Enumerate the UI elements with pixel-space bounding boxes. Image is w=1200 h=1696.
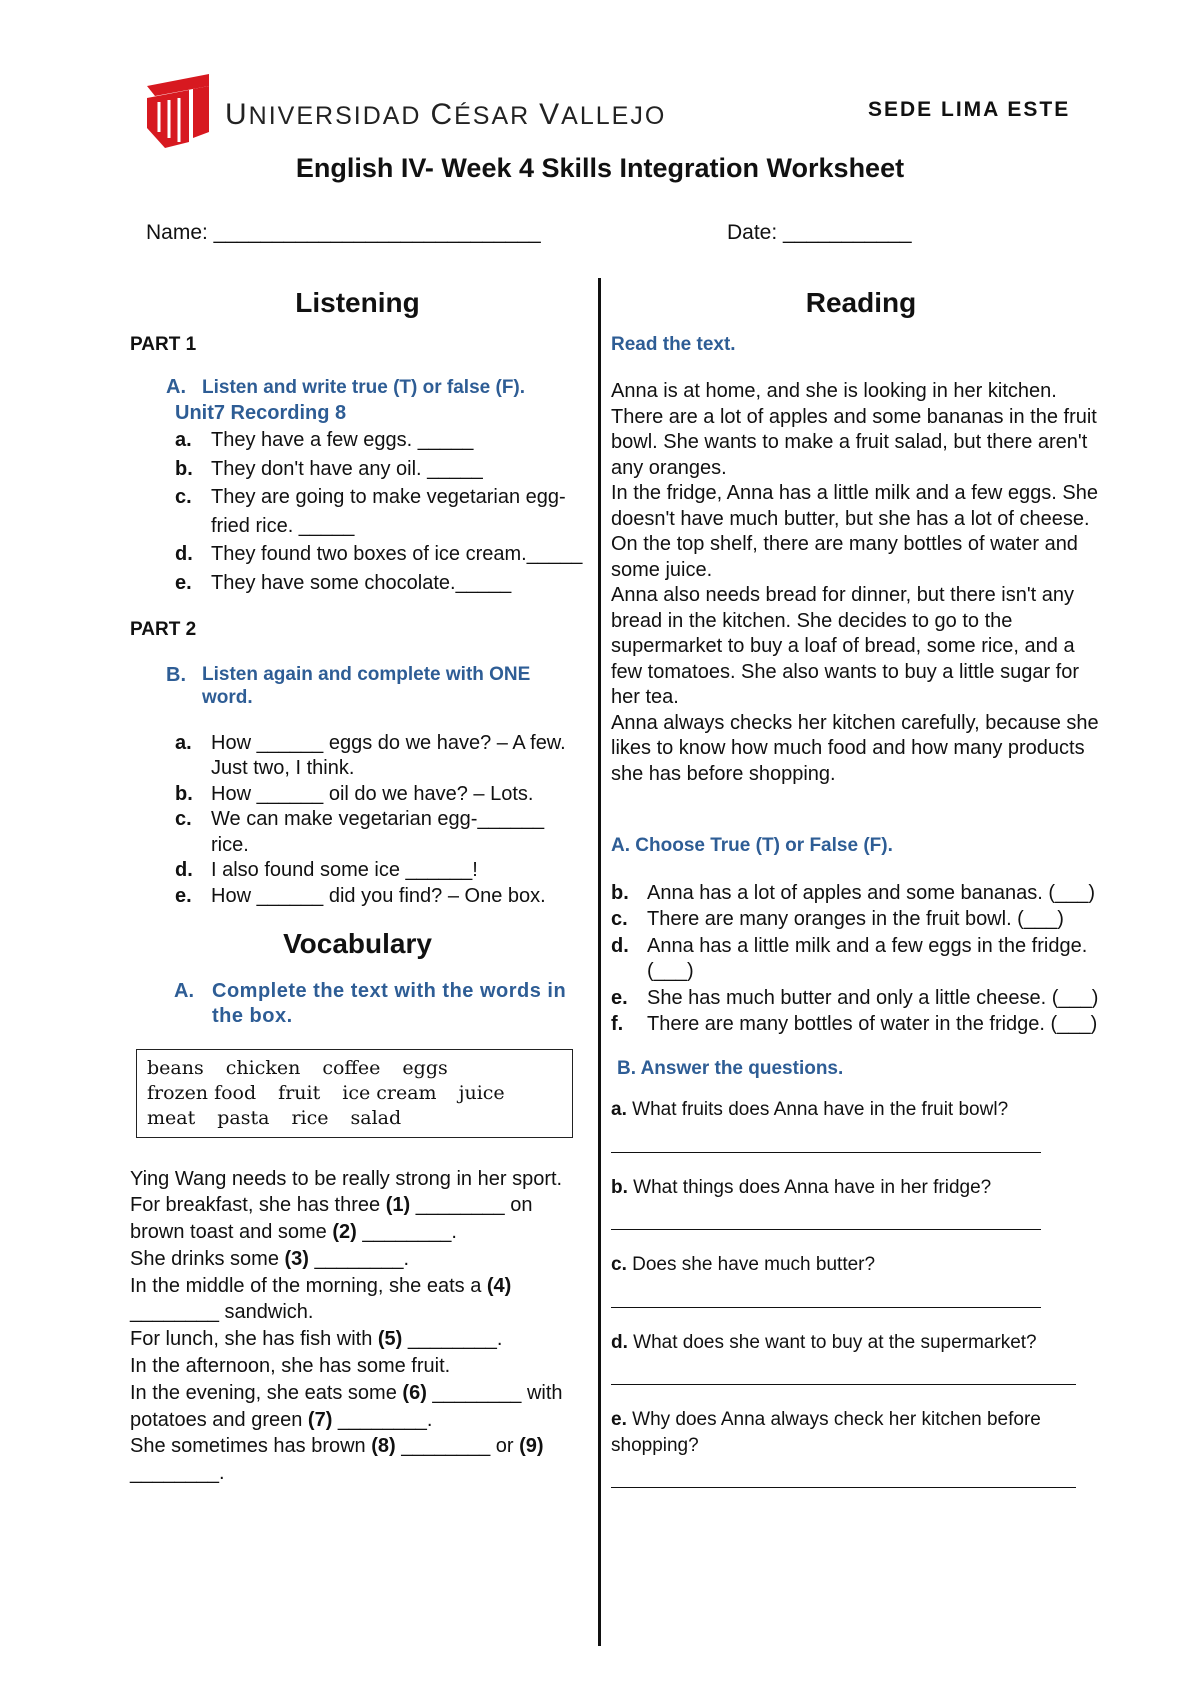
blank-number: (2) <box>332 1221 357 1244</box>
item-marker: c. <box>611 908 628 930</box>
blank-number: (4) <box>486 1274 512 1297</box>
reading-passage <box>611 379 1111 787</box>
list-item <box>611 986 1111 1012</box>
vocab-text-line <box>130 1246 585 1273</box>
question <box>611 1330 1111 1386</box>
answer-line <box>611 1127 1041 1153</box>
blank-number: (5) <box>377 1328 403 1351</box>
passage-paragraph: Anna is at home, and she is looking in her kitchen. There are a lot of apples and some bananas in the fruit bowl. She wants to make a fruit salad, but there aren't any oranges. <box>611 380 1097 479</box>
listening-items-b <box>130 731 585 910</box>
item-marker: c. <box>175 808 192 830</box>
question-text <box>611 1252 1111 1278</box>
list-item <box>175 807 585 858</box>
question-label: What things does Anna have in her fridge? <box>627 1176 992 1198</box>
item-text: She has much butter and only a little cheese. (___) <box>647 986 1099 1009</box>
word-box-item: chicken <box>225 1056 301 1079</box>
list-item <box>175 884 585 910</box>
worksheet-title: English IV- Week 4 Skills Integration Worksheet <box>295 153 905 183</box>
reading-questions <box>611 1097 1111 1488</box>
word-box-item: ice cream <box>342 1081 437 1104</box>
date-field: Date: ___________ <box>727 221 912 244</box>
question-label: Why does Anna always check her kitchen before shopping? <box>611 1409 1041 1456</box>
blank-number: (1) <box>385 1194 411 1217</box>
item-marker: d. <box>175 543 193 565</box>
item-marker: f. <box>611 1013 624 1035</box>
word-box-item: meat <box>147 1106 196 1129</box>
item-marker: a. <box>175 429 192 451</box>
vocab-text-part: ________. <box>402 1328 503 1351</box>
item-text: Anna has a little milk and a few eggs in the fridge. (___) <box>647 934 1088 982</box>
list-item <box>611 881 1111 907</box>
item-text: How ______ oil do we have? – Lots. <box>211 782 534 805</box>
vocab-text-part: For lunch, she has fish with <box>130 1328 378 1351</box>
list-item <box>175 483 585 540</box>
university-name: UNIVERSIDAD CÉSAR VALLEJO <box>225 98 667 131</box>
list-item <box>175 455 585 484</box>
left-column <box>130 287 585 1487</box>
name-field: Name: ____________________________ <box>146 221 541 244</box>
item-text: Anna has a lot of apples and some bananas. (___) <box>647 881 1096 904</box>
question-marker: b. <box>611 1176 628 1198</box>
vocabulary-text <box>130 1166 585 1488</box>
listening-items-a <box>130 426 585 597</box>
vocab-text-part: ________. <box>130 1462 225 1485</box>
vocab-text-line <box>130 1380 585 1407</box>
vocab-text-part: ________ or <box>395 1435 520 1458</box>
vocab-text-line <box>130 1460 585 1487</box>
question-text <box>611 1175 1111 1201</box>
list-item <box>175 858 585 884</box>
item-text: There are many bottles of water in the fridge. (___) <box>647 1013 1098 1035</box>
vocabulary-instruction: A. Complete the text with the words in the box. <box>174 979 567 1027</box>
item-text: How ______ eggs do we have? – A few. Just two, I think. <box>211 731 566 779</box>
item-text: They are going to make vegetarian egg-fried rice. _____ <box>211 486 566 537</box>
item-text: They found two boxes of ice cream._____ <box>211 543 583 565</box>
vocab-text-part: Ying Wang needs to be really strong in her sport. <box>130 1167 563 1190</box>
item-marker: e. <box>175 884 192 907</box>
word-box-item: eggs <box>402 1056 448 1079</box>
word-box-row <box>147 1056 562 1081</box>
question-text <box>611 1407 1111 1458</box>
vocab-text-part: She drinks some <box>130 1247 285 1270</box>
item-text: They have a few eggs. _____ <box>211 429 474 451</box>
vocab-text-part: ________ with <box>426 1381 563 1404</box>
vocab-text-line <box>130 1407 585 1434</box>
question-marker: e. <box>611 1409 627 1430</box>
vocab-text-part: brown toast and some <box>130 1221 333 1244</box>
vocab-text-part: She sometimes has brown <box>130 1435 372 1458</box>
item-text: They have some chocolate._____ <box>211 571 512 594</box>
vocab-text-line <box>130 1166 585 1193</box>
word-box-item: frozen food <box>147 1081 257 1104</box>
question <box>611 1097 1111 1153</box>
item-text: How ______ did you find? – One box. <box>211 884 546 907</box>
word-box-row <box>147 1106 562 1131</box>
item-marker: d. <box>175 859 193 881</box>
list-item <box>611 1012 1111 1038</box>
listening-instruction-a: A. Listen and write true (T) or false (F). <box>166 376 526 398</box>
vocab-text-line <box>130 1219 585 1246</box>
vocab-text-line <box>130 1433 585 1460</box>
vocab-text-part: In the afternoon, she has some fruit. <box>130 1355 451 1378</box>
question-label: What fruits does Anna have in the fruit bowl? <box>626 1099 1009 1120</box>
word-box-item: pasta <box>217 1106 270 1129</box>
campus-label: SEDE LIMA ESTE <box>868 98 1071 121</box>
list-item <box>175 540 585 569</box>
blank-number: (9) <box>519 1435 544 1458</box>
vocabulary-title: Vocabulary <box>283 928 432 959</box>
word-box-item: fruit <box>278 1081 321 1104</box>
answer-line <box>611 1359 1076 1385</box>
column-divider <box>598 278 601 1646</box>
list-item <box>175 569 585 598</box>
question <box>611 1407 1111 1488</box>
reading-instruction: Read the text. <box>611 333 736 355</box>
item-marker: c. <box>175 486 192 508</box>
answer-line <box>611 1462 1076 1488</box>
item-text: There are many oranges in the fruit bowl. (___) <box>647 908 1064 930</box>
vocab-text-part: ________ sandwich. <box>130 1301 314 1324</box>
word-box-item: coffee <box>322 1056 381 1079</box>
word-box-item: rice <box>291 1106 329 1129</box>
vocab-text-part: potatoes and green <box>130 1408 308 1431</box>
vocab-text-part: ________. <box>308 1247 410 1270</box>
item-marker: d. <box>611 934 629 957</box>
list-item <box>175 426 585 455</box>
reading-items-a <box>611 881 1111 1038</box>
vocab-text-part: ________ on <box>410 1194 533 1217</box>
recording-label: Unit7 Recording 8 <box>175 401 347 424</box>
blank-number: (6) <box>402 1381 427 1404</box>
item-marker: b. <box>175 457 193 480</box>
passage-paragraph: Anna also needs bread for dinner, but there isn't any bread in the kitchen. She decides to go to the supermarket to buy a loaf of bread, some rice, and a few tomatoes. She also wants to buy a little sugar for her tea. <box>611 584 1080 708</box>
question-label: What does she want to buy at the supermarket? <box>627 1331 1037 1353</box>
item-marker: b. <box>175 782 193 805</box>
item-marker: b. <box>611 881 629 904</box>
vocab-text-line <box>130 1353 585 1380</box>
word-box <box>136 1049 573 1138</box>
question-marker: a. <box>611 1099 627 1120</box>
vocab-text-line <box>130 1273 585 1300</box>
item-text: They don't have any oil. _____ <box>211 457 483 480</box>
vocab-text-line <box>130 1299 585 1326</box>
item-text: I also found some ice ______! <box>211 859 478 881</box>
vocab-text-part: In the evening, she eats some <box>130 1381 403 1404</box>
answer-line <box>611 1204 1041 1230</box>
listening-instruction-b: B. Listen again and complete with ONE word. <box>166 663 531 708</box>
reading-instruction-a: A. Choose True (T) or False (F). <box>611 835 893 856</box>
blank-number: (7) <box>307 1408 333 1431</box>
question-text <box>611 1330 1111 1356</box>
question-label: Does she have much butter? <box>626 1254 876 1275</box>
question-marker: c. <box>611 1254 627 1275</box>
part1-label: PART 1 <box>130 333 197 355</box>
list-item <box>611 907 1111 933</box>
passage-paragraph: In the fridge, Anna has a little milk and a few eggs. She doesn't have much butter, but she has a lot of cheese. On the top shelf, there are many bottles of water and some juice. <box>611 482 1098 581</box>
listening-title: Listening <box>295 287 420 318</box>
vocab-text-line <box>130 1326 585 1353</box>
item-marker: e. <box>175 571 192 594</box>
word-box-item: beans <box>147 1056 204 1079</box>
blank-number: (3) <box>284 1247 309 1270</box>
vocab-text-line <box>130 1192 585 1219</box>
word-box-item: juice <box>458 1081 505 1104</box>
list-item <box>611 934 1111 985</box>
right-column <box>611 287 1111 1510</box>
question-text <box>611 1097 1111 1123</box>
university-logo-icon <box>145 72 211 148</box>
vocab-text-part: In the middle of the morning, she eats a <box>130 1274 487 1297</box>
list-item <box>175 782 585 808</box>
vocab-text-part: ________. <box>356 1221 457 1244</box>
word-box-item: salad <box>350 1106 402 1129</box>
item-marker: e. <box>611 986 628 1009</box>
blank-number: (8) <box>371 1435 396 1458</box>
reading-title: Reading <box>805 287 917 318</box>
reading-instruction-b: B. Answer the questions. <box>617 1057 844 1079</box>
word-box-row <box>147 1081 562 1106</box>
item-text: We can make vegetarian egg-______ rice. <box>211 808 545 856</box>
part2-label: PART 2 <box>130 619 197 640</box>
question <box>611 1252 1111 1308</box>
list-item <box>175 731 585 782</box>
vocab-text-part: For breakfast, she has three <box>130 1194 386 1217</box>
vocab-text-part: ________. <box>332 1408 433 1431</box>
answer-line <box>611 1282 1041 1308</box>
passage-paragraph: Anna always checks her kitchen carefully, because she likes to know how much food and how many products she has before shopping. <box>611 711 1099 785</box>
question <box>611 1175 1111 1231</box>
question-marker: d. <box>611 1331 628 1353</box>
item-marker: a. <box>175 731 192 754</box>
